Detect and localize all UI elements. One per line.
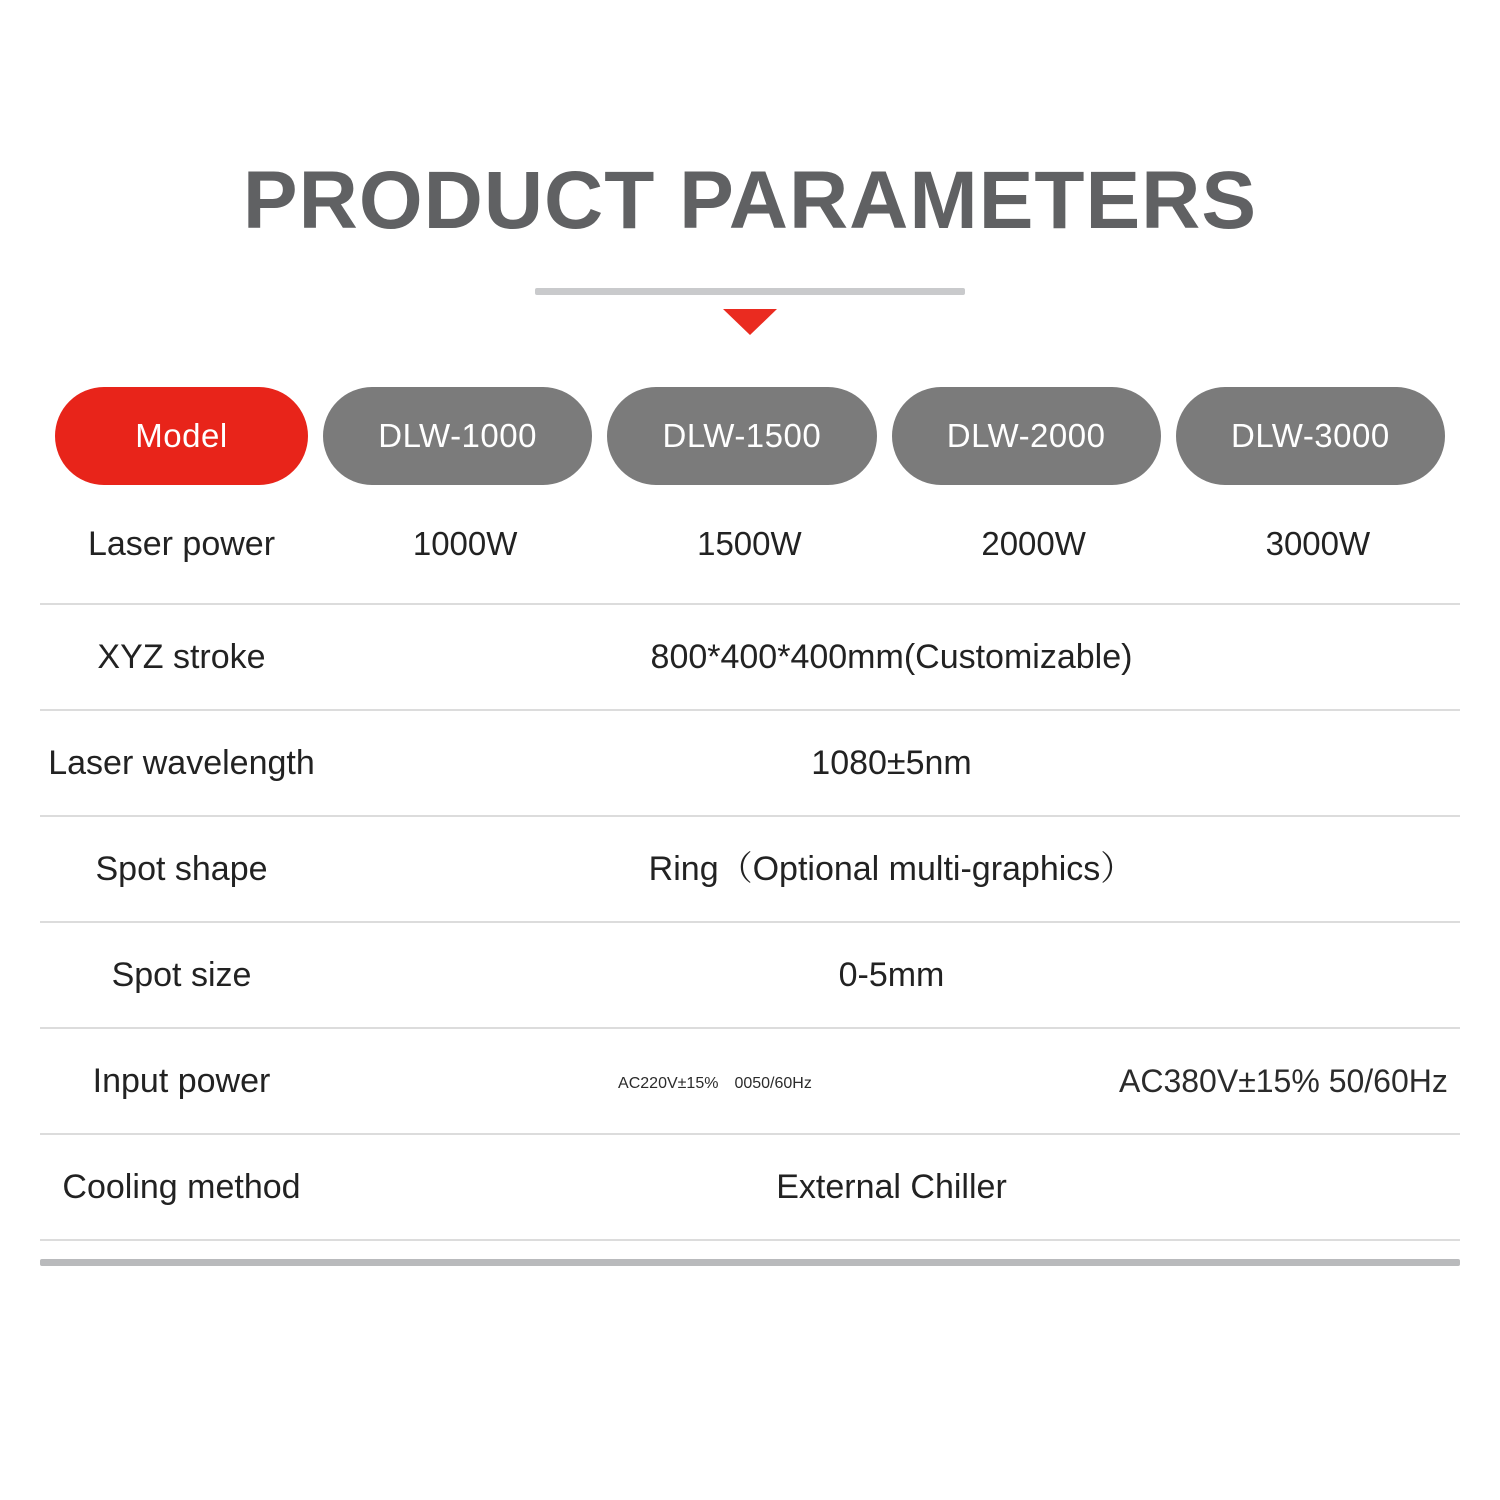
model-pill-label: DLW-2000 — [946, 417, 1106, 454]
table-row — [40, 817, 1460, 923]
table-cell: 1000W — [412, 524, 518, 562]
row-values — [323, 1029, 1460, 1133]
table-cell: 1500W — [697, 524, 802, 562]
row-values — [323, 605, 1460, 709]
table-cell: AC220V±15% 0050/60Hz — [618, 1074, 812, 1092]
table-row — [40, 711, 1460, 817]
model-pill-dlw-1500[interactable] — [607, 387, 876, 485]
table-cell: 0-5mm — [838, 955, 945, 994]
title-block — [0, 0, 1500, 335]
table-row — [40, 1029, 1460, 1135]
row-label: Spot size — [111, 955, 252, 994]
row-label: Cooling method — [62, 1167, 301, 1206]
row-label: Laser wavelength — [48, 743, 315, 782]
row-label: Input power — [92, 1061, 271, 1100]
table-row — [40, 923, 1460, 1029]
table-cell: 3000W — [1265, 524, 1371, 562]
row-values — [323, 485, 1460, 603]
model-pill-label: DLW-1500 — [662, 417, 822, 454]
model-label-text: Model — [135, 417, 228, 454]
model-pill-dlw-3000[interactable] — [1176, 387, 1445, 485]
bottom-divider — [40, 1259, 1460, 1266]
caret-down-icon — [723, 309, 777, 335]
title-divider — [535, 288, 965, 295]
row-label: Laser power — [87, 524, 276, 563]
model-label-pill — [55, 387, 308, 485]
model-pill-row — [55, 387, 1445, 485]
table-cell: AC380V±15% 50/60Hz — [1119, 1062, 1448, 1099]
model-pill-label: DLW-1000 — [378, 417, 537, 454]
model-pill-dlw-2000[interactable] — [892, 387, 1161, 485]
table-cell: Ring（Optional multi-graphics） — [648, 849, 1135, 888]
model-pill-label: DLW-3000 — [1231, 417, 1390, 454]
table-row — [40, 1135, 1460, 1241]
table-cell: 2000W — [981, 524, 1086, 562]
table-cell: External Chiller — [776, 1167, 1007, 1206]
spec-table — [40, 485, 1460, 1241]
page-title: PRODUCT PARAMETERS — [242, 155, 1258, 246]
row-values — [323, 1135, 1460, 1239]
table-row — [40, 605, 1460, 711]
row-label: XYZ stroke — [97, 637, 266, 676]
table-cell: 800*400*400mm(Customizable) — [650, 637, 1133, 676]
model-pill-dlw-1000[interactable] — [323, 387, 592, 485]
table-row — [40, 485, 1460, 605]
table-cell: 1080±5nm — [811, 743, 972, 782]
row-values — [323, 711, 1460, 815]
row-values — [323, 923, 1460, 1027]
row-values — [323, 817, 1460, 921]
row-label: Spot shape — [95, 849, 268, 888]
